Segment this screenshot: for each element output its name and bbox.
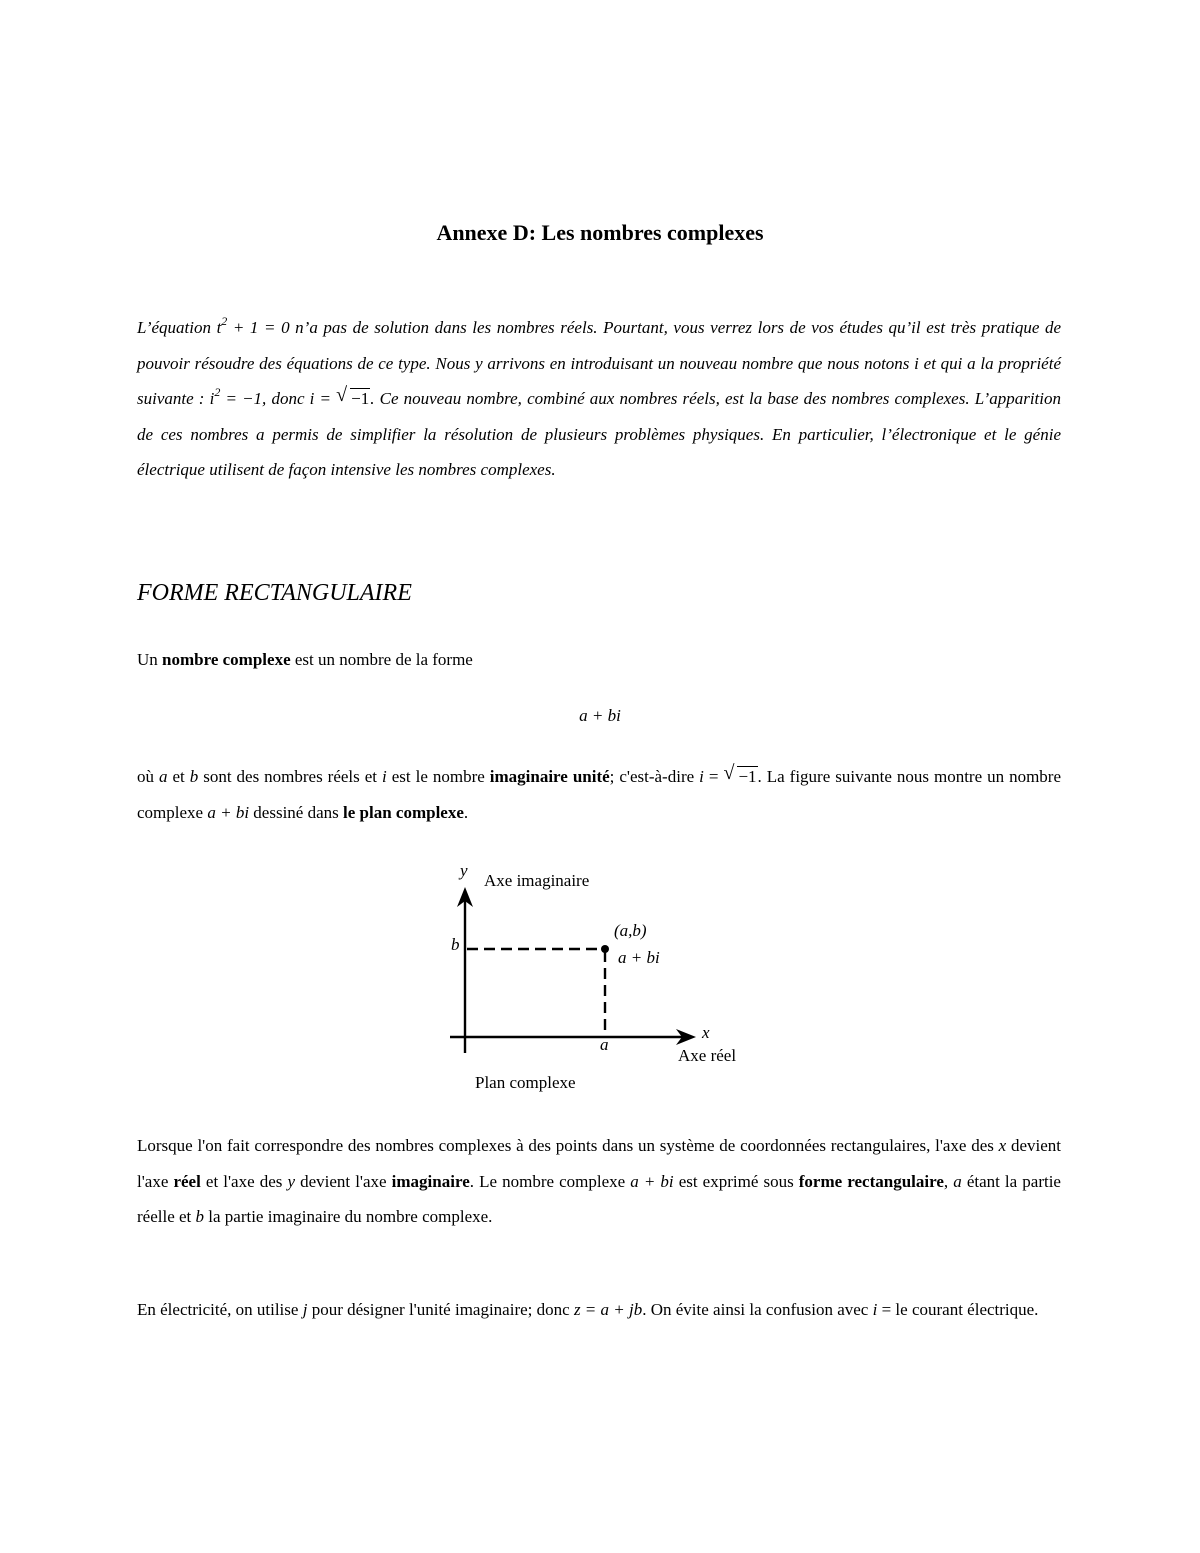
- math-var: i: [382, 767, 387, 786]
- term: forme rectangulaire: [798, 1171, 944, 1191]
- text: est le nombre: [386, 767, 490, 786]
- text: .: [463, 802, 469, 822]
- math-var: y: [287, 1171, 296, 1191]
- text: est exprimé sous: [673, 1171, 799, 1191]
- complex-plane-figure: [430, 855, 770, 1105]
- math-expr: a + bi: [630, 1171, 674, 1191]
- definition-paragraph: [137, 642, 1061, 678]
- math-expr: z = a + jb: [573, 1300, 643, 1319]
- term: réel: [173, 1171, 201, 1191]
- math-var: i: [699, 767, 704, 786]
- text: sont des nombres réels et: [198, 767, 383, 786]
- text: Lorsque l'on fait correspondre des nombres complexes à des points dans un système de coordonnées rectangulaires, l'axe des: [137, 1136, 999, 1155]
- text: où: [137, 767, 159, 786]
- exponent: 2: [221, 314, 228, 328]
- math-var: a: [158, 767, 168, 786]
- math-var: j: [302, 1300, 308, 1319]
- term: nombre complexe: [162, 650, 291, 669]
- text: et: [167, 767, 190, 786]
- text: devient l'axe: [295, 1171, 392, 1191]
- text: et l'axe des: [200, 1171, 288, 1191]
- formula: a + bi: [579, 706, 621, 725]
- radicand: −1: [351, 389, 370, 409]
- text: ; c'est-à-dire: [609, 767, 700, 786]
- page-title: Annexe D: Les nombres complexes: [436, 220, 764, 245]
- text: . Le nombre complexe: [469, 1171, 631, 1191]
- math-var: x: [998, 1136, 1007, 1155]
- math-var: i: [872, 1300, 878, 1319]
- term: le plan complexe: [343, 802, 464, 822]
- text: . La figure suivante nous montre un nombre complexe: [137, 767, 1062, 822]
- a-label: a: [600, 1035, 609, 1054]
- text: = le courant électrique.: [877, 1300, 1039, 1319]
- square-root: [723, 759, 757, 795]
- figure-caption: Plan complexe: [475, 1073, 576, 1092]
- math-expr: a + bi: [207, 802, 250, 822]
- intro-paragraph: [137, 310, 1061, 488]
- text: =: [703, 767, 724, 786]
- complex-plane-diagram: [430, 855, 770, 1105]
- text: étant la partie réelle et: [137, 1171, 1061, 1227]
- section-title: FORME RECTANGULAIRE: [137, 580, 412, 606]
- electricity-paragraph: [137, 1292, 1061, 1328]
- x-label: x: [702, 1023, 710, 1042]
- explanation-paragraph: [137, 759, 1061, 830]
- math-var: b: [189, 767, 199, 786]
- y-label: y: [460, 861, 468, 880]
- text: + 1 = 0 n’a pas de solution dans les nombres réels. Pourtant, vous verrez lors de vos études qu’il est très pratique de pouvoir résoudre des équations de ce type. Nous y arrivons en introduisant un nouveau nombre que nous notons i et qui a la propriété suivante : i: [137, 318, 1061, 409]
- rectangular-form-paragraph: [137, 1128, 1061, 1235]
- text: = −1, donc i =: [220, 389, 337, 409]
- text: pour désigner l'unité imaginaire; donc: [307, 1300, 574, 1319]
- radicand: −1: [738, 767, 757, 786]
- term: imaginaire unité: [489, 767, 610, 786]
- square-root: [336, 381, 370, 417]
- text: dessiné dans: [249, 802, 344, 822]
- x-axis-title: Axe réel: [678, 1046, 737, 1065]
- math-var: t: [216, 318, 222, 337]
- radical-icon: √: [336, 384, 348, 407]
- point-label: (a,b): [614, 921, 647, 940]
- text: En électricité, on utilise: [137, 1300, 303, 1319]
- exponent: 2: [214, 385, 221, 400]
- text: devient l'axe: [137, 1136, 1061, 1191]
- math-var: b: [195, 1207, 205, 1227]
- text: L’équation: [137, 318, 217, 337]
- point-marker: [601, 945, 609, 953]
- text: est un nombre de la forme: [290, 650, 473, 669]
- radical-icon: √: [723, 762, 735, 784]
- text: . On évite ainsi la confusion avec: [642, 1300, 873, 1319]
- text: ,: [943, 1171, 954, 1191]
- text: la partie imaginaire du nombre complexe.: [204, 1207, 493, 1227]
- y-axis-title: Axe imaginaire: [484, 871, 590, 890]
- text: Un: [137, 650, 163, 669]
- point-expression: a + bi: [618, 948, 660, 967]
- math-var: a: [953, 1171, 962, 1191]
- term: imaginaire: [391, 1171, 470, 1191]
- text: . Ce nouveau nombre, combiné aux nombres réels, est la base des nombres complexes. L’apparition de ces nombres a permis de simplifier la résolution de plusieurs problèmes physiques. En particulier, l’électronique et le génie électrique utilisent de façon intensive les nombres complexes.: [137, 389, 1062, 480]
- b-label: b: [451, 935, 460, 954]
